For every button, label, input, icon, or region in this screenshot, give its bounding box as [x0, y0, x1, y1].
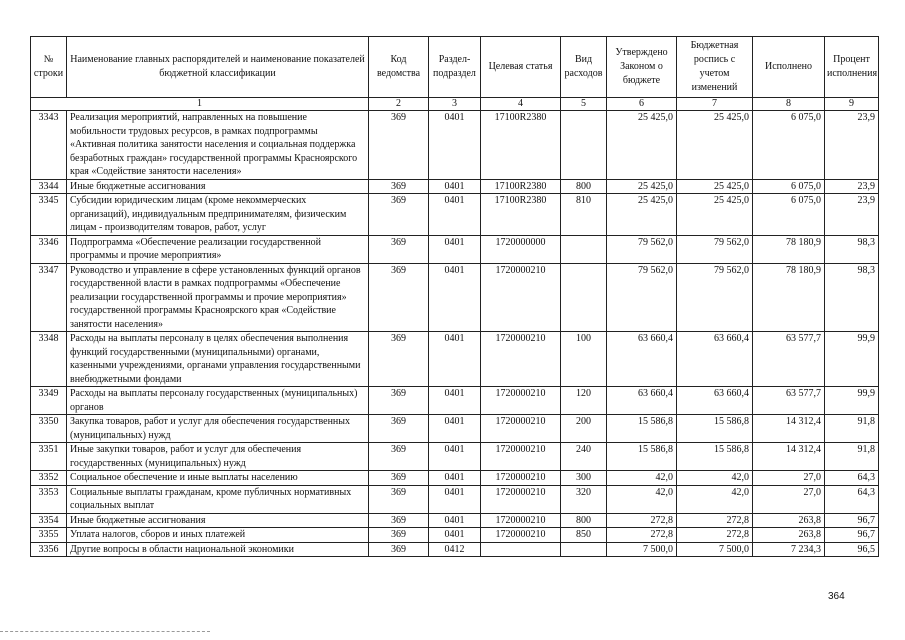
row-name: Иные закупки товаров, работ и услуг для обеспечения государственных (муниципальных) нужд	[67, 443, 369, 471]
row-approved: 79 562,0	[607, 263, 677, 332]
row-executed: 7 234,3	[753, 542, 825, 557]
row-number: 3344	[31, 179, 67, 194]
row-executed: 63 577,7	[753, 332, 825, 387]
row-target: 1720000210	[481, 263, 561, 332]
row-section: 0401	[429, 443, 481, 471]
row-name: Социальные выплаты гражданам, кроме публичных нормативных социальных выплат	[67, 485, 369, 513]
table-row	[31, 513, 879, 528]
row-number: 3353	[31, 485, 67, 513]
column-number: 6	[607, 98, 677, 111]
row-target: 1720000210	[481, 443, 561, 471]
row-target: 1720000210	[481, 415, 561, 443]
column-number: 4	[481, 98, 561, 111]
row-number: 3348	[31, 332, 67, 387]
row-approved: 79 562,0	[607, 235, 677, 263]
row-percent: 98,3	[825, 235, 879, 263]
row-section: 0401	[429, 415, 481, 443]
row-approved: 63 660,4	[607, 387, 677, 415]
row-approved: 272,8	[607, 528, 677, 543]
budget-table	[30, 36, 879, 557]
row-dept-code: 369	[369, 111, 429, 180]
row-target: 1720000210	[481, 528, 561, 543]
table-body	[31, 111, 879, 557]
header-expense-type: Вид расходов	[561, 37, 607, 98]
row-approved: 15 586,8	[607, 415, 677, 443]
row-percent: 99,9	[825, 332, 879, 387]
column-number: 1	[31, 98, 369, 111]
row-executed: 6 075,0	[753, 194, 825, 236]
row-section: 0401	[429, 235, 481, 263]
header-percent: Процент исполнения	[825, 37, 879, 98]
table-row	[31, 179, 879, 194]
page-number: 364	[828, 591, 845, 602]
row-expense-type: 800	[561, 513, 607, 528]
row-expense-type: 810	[561, 194, 607, 236]
table-row	[31, 332, 879, 387]
row-percent: 96,7	[825, 528, 879, 543]
row-name: Расходы на выплаты персоналу государственных (муниципальных) органов	[67, 387, 369, 415]
row-target: 1720000210	[481, 387, 561, 415]
row-executed: 14 312,4	[753, 415, 825, 443]
row-dept-code: 369	[369, 387, 429, 415]
header-approved: Утверждено Законом о бюджете	[607, 37, 677, 98]
row-name: Расходы на выплаты персоналу в целях обеспечения выполнения функций государственными (муниципальными) органами, казенными учреждениями, органами управления государственными внебюджетными фондами	[67, 332, 369, 387]
header-section: Раздел-подраздел	[429, 37, 481, 98]
row-dept-code: 369	[369, 443, 429, 471]
row-number: 3343	[31, 111, 67, 180]
row-section: 0412	[429, 542, 481, 557]
row-expense-type: 800	[561, 179, 607, 194]
row-percent: 96,7	[825, 513, 879, 528]
row-expense-type	[561, 263, 607, 332]
column-number: 7	[677, 98, 753, 111]
row-percent: 23,9	[825, 179, 879, 194]
table-row	[31, 194, 879, 236]
row-section: 0401	[429, 485, 481, 513]
row-number: 3355	[31, 528, 67, 543]
row-percent: 64,3	[825, 471, 879, 486]
row-number: 3346	[31, 235, 67, 263]
table-header-row	[31, 37, 879, 98]
row-target: 1720000000	[481, 235, 561, 263]
row-name: Реализация мероприятий, направленных на повышение мобильности трудовых ресурсов, в рамках подпрограммы «Активная политика занятости населения и социальная поддержка безработных граждан» государственной программы Красноярского края «Содействие занятости населения»	[67, 111, 369, 180]
table-row	[31, 235, 879, 263]
row-executed: 263,8	[753, 528, 825, 543]
table-row	[31, 485, 879, 513]
row-section: 0401	[429, 332, 481, 387]
table-row	[31, 443, 879, 471]
row-approved: 25 425,0	[607, 179, 677, 194]
row-budget: 25 425,0	[677, 179, 753, 194]
row-number: 3349	[31, 387, 67, 415]
row-executed: 63 577,7	[753, 387, 825, 415]
row-percent: 98,3	[825, 263, 879, 332]
row-executed: 263,8	[753, 513, 825, 528]
row-expense-type: 300	[561, 471, 607, 486]
row-target: 1720000210	[481, 471, 561, 486]
row-approved: 15 586,8	[607, 443, 677, 471]
row-budget: 79 562,0	[677, 235, 753, 263]
row-percent: 99,9	[825, 387, 879, 415]
row-name: Иные бюджетные ассигнования	[67, 513, 369, 528]
row-percent: 23,9	[825, 111, 879, 180]
row-dept-code: 369	[369, 194, 429, 236]
row-section: 0401	[429, 528, 481, 543]
row-expense-type	[561, 235, 607, 263]
row-executed: 27,0	[753, 471, 825, 486]
table-row	[31, 542, 879, 557]
row-number: 3345	[31, 194, 67, 236]
row-percent: 64,3	[825, 485, 879, 513]
column-number: 9	[825, 98, 879, 111]
row-executed: 27,0	[753, 485, 825, 513]
row-name: Социальное обеспечение и иные выплаты населению	[67, 471, 369, 486]
row-expense-type: 200	[561, 415, 607, 443]
row-name: Субсидии юридическим лицам (кроме некоммерческих организаций), индивидуальным предпринимателям, физическим лицам - производителям товаров, работ, услуг	[67, 194, 369, 236]
row-name: Иные бюджетные ассигнования	[67, 179, 369, 194]
row-target: 17100R2380	[481, 194, 561, 236]
row-expense-type: 120	[561, 387, 607, 415]
row-approved: 7 500,0	[607, 542, 677, 557]
row-dept-code: 369	[369, 528, 429, 543]
row-budget: 25 425,0	[677, 194, 753, 236]
table-row	[31, 387, 879, 415]
row-dept-code: 369	[369, 471, 429, 486]
row-expense-type: 100	[561, 332, 607, 387]
row-name: Закупка товаров, работ и услуг для обеспечения государственных (муниципальных) нужд	[67, 415, 369, 443]
row-target	[481, 542, 561, 557]
column-number: 5	[561, 98, 607, 111]
row-section: 0401	[429, 194, 481, 236]
header-row-no: № строки	[31, 37, 67, 98]
row-dept-code: 369	[369, 263, 429, 332]
row-number: 3350	[31, 415, 67, 443]
row-name: Руководство и управление в сфере установленных функций органов государственной власти в рамках подпрограммы «Обеспечение реализации государственной программы и прочие мероприятия» государственной программы Красноярского края «Содействие занятости населения»	[67, 263, 369, 332]
row-number: 3351	[31, 443, 67, 471]
row-approved: 63 660,4	[607, 332, 677, 387]
row-section: 0401	[429, 111, 481, 180]
row-name: Уплата налогов, сборов и иных платежей	[67, 528, 369, 543]
row-budget: 15 586,8	[677, 443, 753, 471]
row-expense-type: 850	[561, 528, 607, 543]
footer-divider	[0, 631, 210, 634]
row-budget: 42,0	[677, 471, 753, 486]
row-approved: 272,8	[607, 513, 677, 528]
row-budget: 15 586,8	[677, 415, 753, 443]
row-executed: 78 180,9	[753, 235, 825, 263]
table-row	[31, 528, 879, 543]
row-approved: 42,0	[607, 485, 677, 513]
table-row	[31, 415, 879, 443]
row-budget: 63 660,4	[677, 332, 753, 387]
row-percent: 91,8	[825, 415, 879, 443]
row-target: 1720000210	[481, 485, 561, 513]
row-budget: 272,8	[677, 513, 753, 528]
table-row	[31, 471, 879, 486]
row-dept-code: 369	[369, 235, 429, 263]
row-budget: 63 660,4	[677, 387, 753, 415]
table-row	[31, 111, 879, 180]
row-number: 3354	[31, 513, 67, 528]
row-section: 0401	[429, 179, 481, 194]
row-approved: 25 425,0	[607, 111, 677, 180]
column-number-row	[31, 98, 879, 111]
row-budget: 7 500,0	[677, 542, 753, 557]
header-target: Целевая статья	[481, 37, 561, 98]
row-executed: 6 075,0	[753, 111, 825, 180]
row-approved: 25 425,0	[607, 194, 677, 236]
column-number: 3	[429, 98, 481, 111]
row-name: Другие вопросы в области национальной экономики	[67, 542, 369, 557]
row-target: 1720000210	[481, 332, 561, 387]
row-dept-code: 369	[369, 485, 429, 513]
column-number: 8	[753, 98, 825, 111]
row-expense-type	[561, 542, 607, 557]
header-dept-code: Код ведомства	[369, 37, 429, 98]
row-executed: 6 075,0	[753, 179, 825, 194]
row-executed: 78 180,9	[753, 263, 825, 332]
row-dept-code: 369	[369, 542, 429, 557]
row-dept-code: 369	[369, 332, 429, 387]
row-executed: 14 312,4	[753, 443, 825, 471]
row-section: 0401	[429, 263, 481, 332]
column-number: 2	[369, 98, 429, 111]
row-number: 3356	[31, 542, 67, 557]
header-executed: Исполнено	[753, 37, 825, 98]
row-expense-type	[561, 111, 607, 180]
row-percent: 96,5	[825, 542, 879, 557]
row-budget: 25 425,0	[677, 111, 753, 180]
row-budget: 272,8	[677, 528, 753, 543]
row-target: 17100R2380	[481, 179, 561, 194]
row-budget: 42,0	[677, 485, 753, 513]
row-expense-type: 240	[561, 443, 607, 471]
row-section: 0401	[429, 471, 481, 486]
row-approved: 42,0	[607, 471, 677, 486]
header-name: Наименование главных распорядителей и наименование показателей бюджетной классификации	[67, 37, 369, 98]
table-row	[31, 263, 879, 332]
row-target: 1720000210	[481, 513, 561, 528]
row-name: Подпрограмма «Обеспечение реализации государственной программы и прочие мероприятия»	[67, 235, 369, 263]
row-budget: 79 562,0	[677, 263, 753, 332]
row-percent: 23,9	[825, 194, 879, 236]
row-expense-type: 320	[561, 485, 607, 513]
row-section: 0401	[429, 513, 481, 528]
header-budget-list: Бюджетная роспись с учетом изменений	[677, 37, 753, 98]
row-percent: 91,8	[825, 443, 879, 471]
row-dept-code: 369	[369, 415, 429, 443]
row-dept-code: 369	[369, 179, 429, 194]
row-number: 3352	[31, 471, 67, 486]
row-section: 0401	[429, 387, 481, 415]
row-target: 17100R2380	[481, 111, 561, 180]
row-number: 3347	[31, 263, 67, 332]
row-dept-code: 369	[369, 513, 429, 528]
